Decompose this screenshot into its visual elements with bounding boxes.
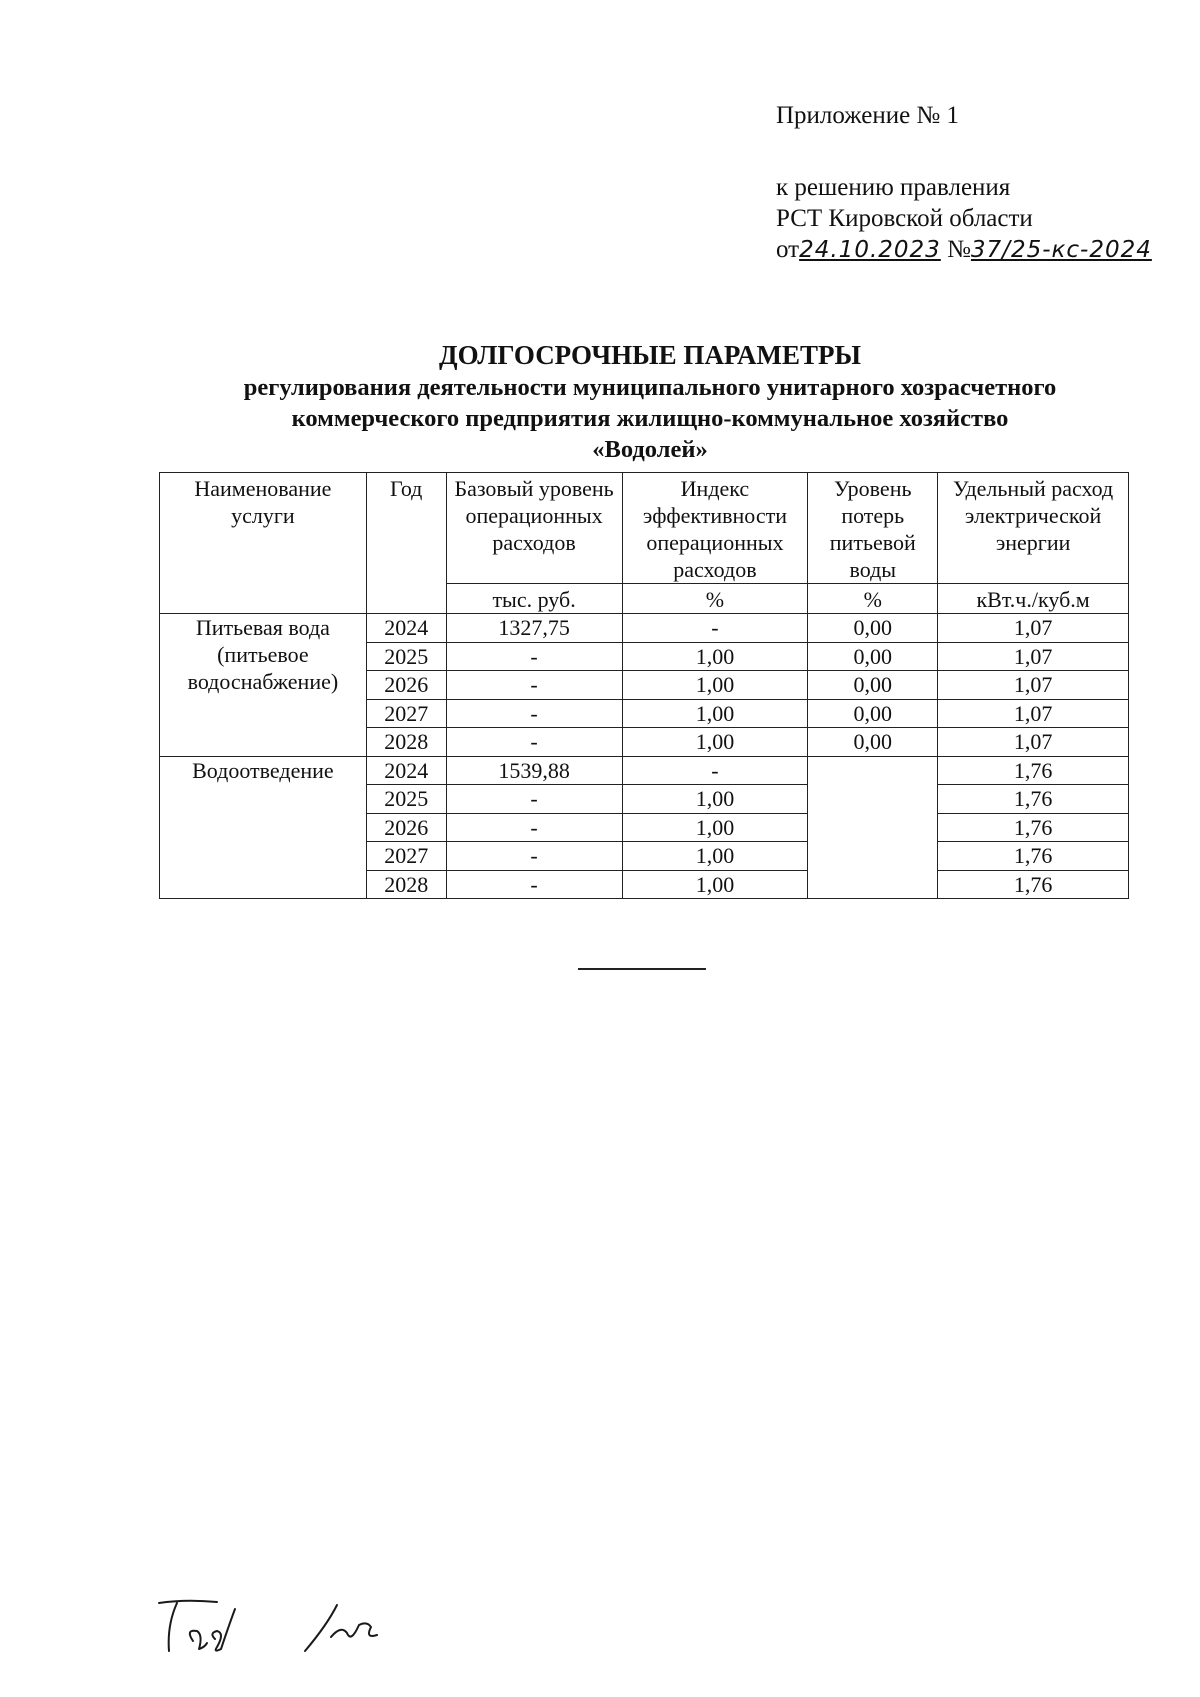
header-base-opex: Базовый уровень операционных расходов (446, 473, 622, 584)
unit-water-loss: % (808, 584, 938, 614)
decision-reference (776, 172, 1152, 266)
cell-year: 2027 (366, 699, 446, 728)
cell-base-opex: 1539,88 (446, 756, 622, 785)
parameters-table (159, 472, 1129, 899)
unit-efficiency-index: % (622, 584, 808, 614)
cell-base-opex: - (446, 870, 622, 899)
header-water-loss: Уровень потерь питьевой воды (808, 473, 938, 584)
decision-line-1: к решению правления (776, 174, 1011, 201)
cell-efficiency-index: 1,00 (622, 671, 808, 700)
service-wastewater: Водоотведение (160, 756, 367, 899)
decision-number-sign: № (947, 236, 971, 263)
signature-scribble-icon (155, 1595, 415, 1665)
cell-energy: 1,07 (938, 614, 1129, 643)
header-year: Год (366, 473, 446, 614)
table-row (160, 614, 1129, 643)
cell-year: 2026 (366, 813, 446, 842)
unit-base-opex: тыс. руб. (446, 584, 622, 614)
cell-energy: 1,76 (938, 842, 1129, 871)
cell-efficiency-index: 1,00 (622, 785, 808, 814)
cell-energy: 1,07 (938, 642, 1129, 671)
cell-energy: 1,76 (938, 756, 1129, 785)
header-efficiency-index: Индекс эффективности операционных расходов (622, 473, 808, 584)
cell-energy: 1,76 (938, 785, 1129, 814)
cell-base-opex: - (446, 728, 622, 757)
cell-year: 2025 (366, 785, 446, 814)
table-header-row (160, 473, 1129, 584)
cell-water-loss: 0,00 (808, 642, 938, 671)
table-row (160, 756, 1129, 785)
cell-year: 2028 (366, 728, 446, 757)
cell-efficiency-index: 1,00 (622, 842, 808, 871)
cell-energy: 1,07 (938, 728, 1129, 757)
cell-efficiency-index: 1,00 (622, 728, 808, 757)
cell-energy: 1,07 (938, 699, 1129, 728)
unit-energy-consumption: кВт.ч./куб.м (938, 584, 1129, 614)
cell-efficiency-index: 1,00 (622, 870, 808, 899)
cell-year: 2028 (366, 870, 446, 899)
cell-efficiency-index: 1,00 (622, 699, 808, 728)
cell-energy: 1,07 (938, 671, 1129, 700)
title-line-2: коммерческого предприятия жилищно-коммунальное хозяйство (291, 405, 1009, 432)
header-energy-consumption: Удельный расход электрической энергии (938, 473, 1129, 584)
handwritten-signature (155, 1595, 415, 1670)
decision-from: от (776, 236, 800, 263)
document-title (150, 338, 1150, 465)
decision-line-2: РСТ Кировской области (776, 205, 1033, 232)
decision-number: 37/25-кс-2024 (970, 237, 1152, 263)
header-service: Наименование услуги (160, 473, 367, 614)
cell-efficiency-index: 1,00 (622, 642, 808, 671)
cell-energy: 1,76 (938, 870, 1129, 899)
cell-base-opex: - (446, 813, 622, 842)
cell-water-loss: 0,00 (808, 699, 938, 728)
cell-energy: 1,76 (938, 813, 1129, 842)
service-drinking-water: Питьевая вода (питьевое водоснабжение) (160, 614, 367, 757)
cell-water-loss: 0,00 (808, 671, 938, 700)
cell-year: 2024 (366, 756, 446, 785)
appendix-label: Приложение № 1 (776, 102, 960, 129)
decision-date: 24.10.2023 (799, 237, 941, 263)
cell-efficiency-index: 1,00 (622, 813, 808, 842)
cell-efficiency-index: - (622, 614, 808, 643)
cell-year: 2024 (366, 614, 446, 643)
closing-divider (578, 968, 706, 970)
cell-base-opex: - (446, 785, 622, 814)
cell-base-opex: - (446, 642, 622, 671)
cell-base-opex: 1327,75 (446, 614, 622, 643)
cell-efficiency-index: - (622, 756, 808, 785)
cell-water-loss-empty (808, 756, 938, 899)
cell-base-opex: - (446, 699, 622, 728)
title-line-3: «Водолей» (592, 436, 708, 463)
cell-year: 2025 (366, 642, 446, 671)
title-main: ДОЛГОСРОЧНЫЕ ПАРАМЕТРЫ (439, 340, 861, 370)
cell-year: 2026 (366, 671, 446, 700)
decision-line-3 (776, 234, 1152, 266)
title-line-1: регулирования деятельности муниципального унитарного хозрасчетного (243, 374, 1057, 401)
cell-water-loss: 0,00 (808, 614, 938, 643)
cell-base-opex: - (446, 671, 622, 700)
cell-base-opex: - (446, 842, 622, 871)
cell-year: 2027 (366, 842, 446, 871)
cell-water-loss: 0,00 (808, 728, 938, 757)
